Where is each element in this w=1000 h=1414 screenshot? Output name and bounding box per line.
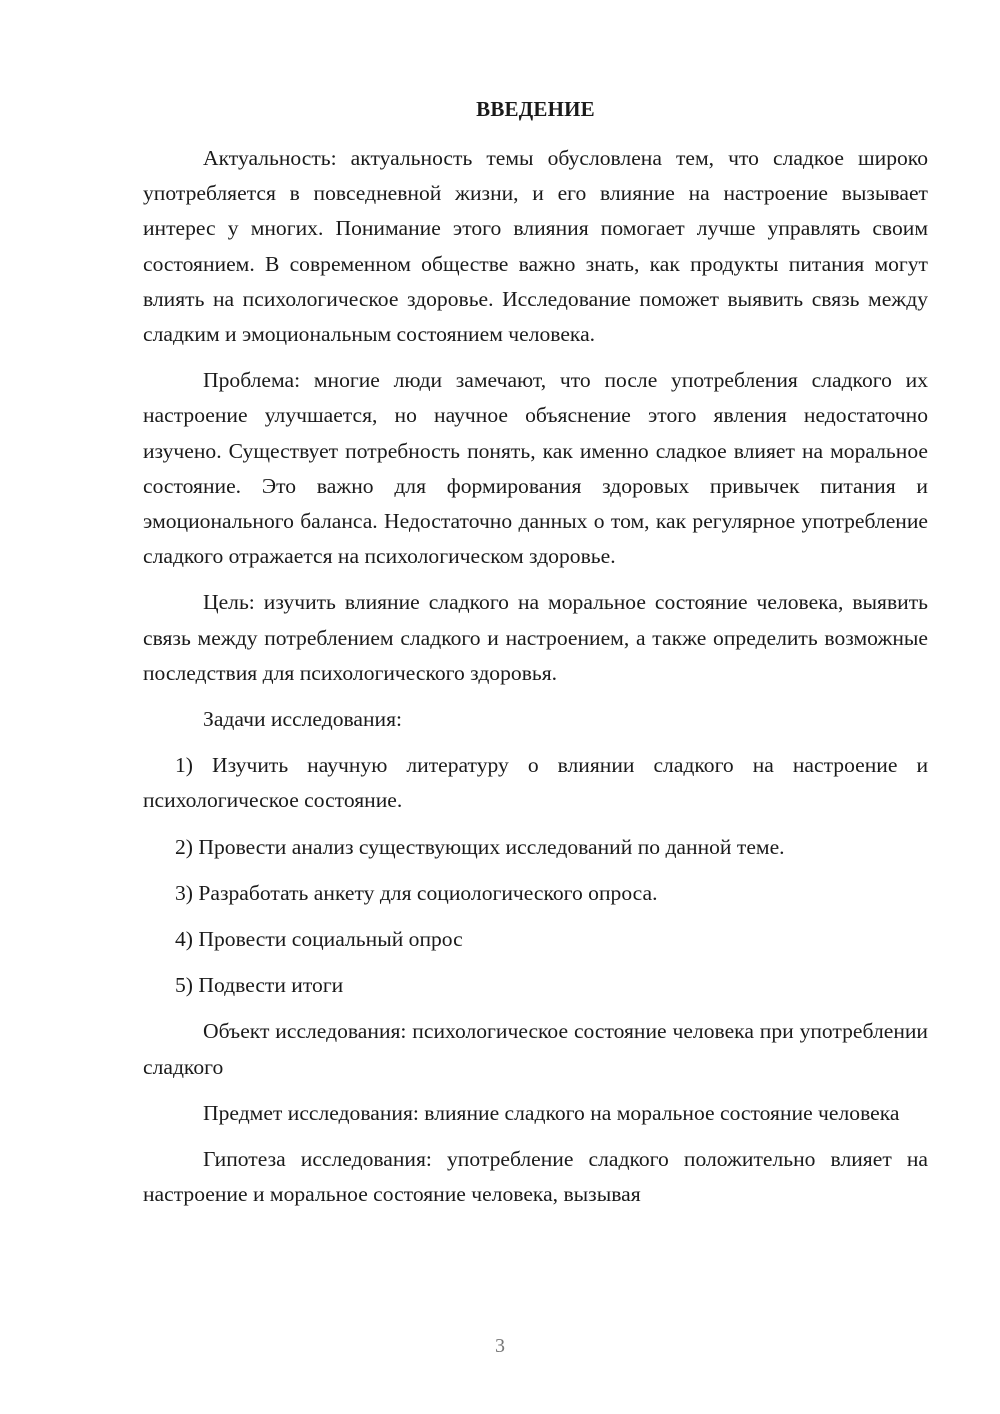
task-item-1: 1) Изучить научную литературу о влиянии сладкого на настроение и психологическое состояние.: [143, 753, 928, 813]
task-item-3: 3) Разработать анкету для социологического опроса.: [175, 880, 658, 905]
paragraph-subject: Предмет исследования: влияние сладкого на моральное состояние человека: [203, 1100, 900, 1125]
task-item-5: 5) Подвести итоги: [175, 973, 344, 998]
paragraph-object: Объект исследования: психологическое состояние человека при употреблении сладкого: [143, 1019, 928, 1079]
paragraph-problem: Проблема: многие люди замечают, что после употребления сладкого их настроение улучшается, но научное объяснение этого явления недостаточно изучено. Существует потребность понять, как именно сладкое влияет на моральное состояние. Это важно для формирования здоровых привычек питания и эмоционального баланса. Недостаточно данных о том, как регулярное употребление сладкого отражается на психологическом здоровье.: [143, 368, 928, 569]
task-item-4: 4) Провести социальный опрос: [175, 927, 463, 952]
document-page: [143, 92, 928, 1223]
paragraph-hypothesis: Гипотеза исследования: употребление сладкого положительно влияет на настроение и моральное состояние человека, вызывая: [143, 1147, 928, 1207]
paragraph-relevance: Актуальность: актуальность темы обусловлена тем, что сладкое широко употребляется в повседневной жизни, и его влияние на настроение вызывает интерес у многих. Понимание этого влияния помогает лучше управлять своим состоянием. В современном обществе важно знать, как продукты питания могут влиять на психологическое здоровье. Исследование поможет выявить связь между сладким и эмоциональным состоянием человека.: [143, 146, 928, 347]
section-heading: ВВЕДЕНИЕ: [476, 97, 595, 121]
page-number: 3: [495, 1335, 505, 1357]
paragraph-goal: Цель: изучить влияние сладкого на моральное состояние человека, выявить связь между потреблением сладкого и настроением, а также определить возможные последствия для психологического здоровья.: [143, 590, 928, 685]
paragraph-tasks-heading: Задачи исследования:: [203, 707, 403, 732]
task-item-2: 2) Провести анализ существующих исследований по данной теме.: [175, 834, 785, 859]
